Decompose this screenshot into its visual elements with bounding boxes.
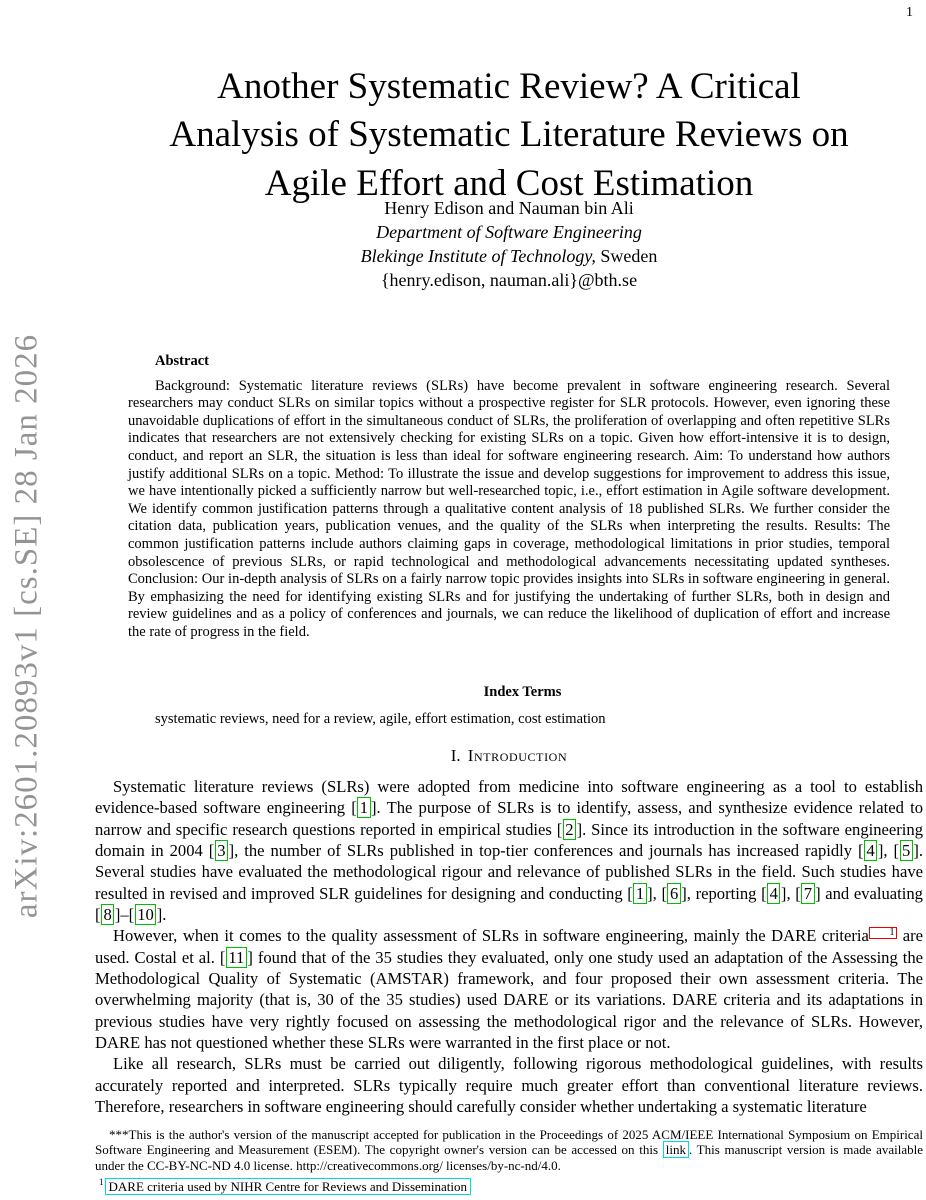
page-number: 1 — [906, 5, 913, 20]
introduction-paragraph-3: Like all research, SLRs must be carried out diligently, following rigorous methodological guidelines, with results accurately reported and interpreted. SLRs typically require much greater effort than conventional literature reviews. Therefore, researchers in software engineering should carefully consider whether undertaking a systematic literature — [95, 1054, 923, 1117]
footnote-link[interactable]: DARE criteria used by NIHR Centre for Reviews and Dissemination — [105, 1178, 472, 1195]
author-institution-line — [95, 244, 923, 268]
citation-link[interactable]: 4 — [864, 840, 877, 861]
author-names: Henry Edison and Nauman bin Ali — [384, 198, 634, 218]
text-run: However, when it comes to the quality assessment of SLRs in software engineering, mainly the DARE criteria — [113, 926, 869, 946]
paper-title-line-1: Another Systematic Review? A Critical — [217, 65, 801, 107]
paper-title — [95, 63, 923, 209]
arxiv-watermark: arXiv:2601.20893v1 [cs.SE] 28 Jan 2026 — [8, 333, 45, 919]
text-run: ], the number of SLRs published in top-tier conferences and journals has increased rapidly [ — [228, 841, 864, 861]
titlepage-footnotes — [95, 1127, 923, 1194]
abstract-text: Background: Systematic literature reviews (SLRs) have become prevalent in software engineering research. Several researchers may conduct SLRs on similar topics without a prospective register for SLR protocols. However, even ignoring these unavoidable duplications of effort in the simultaneous conduct of SLRs, the proliferation of overlapping and often repetitive SLRs indicates that researchers are not extensively checking for existing SLRs on a topic. Given how effort-intensive it is to design, conduct, and report an SLR, the situation is less than ideal for software engineering research. Aim: To understand how authors justify additional SLRs on a topic. Method: To illustrate the issue and develop suggestions for improvement to address this issue, we have intentionally picked a sufficiently narrow but well-researched topic, i.e., effort estimation in Agile software development. We identify common justification patterns through a qualitative content analysis of 18 published SLRs. We further consider the citation data, publication years, publication venues, and the quality of the SLRs when interpreting the results. Results: The common justification patterns include authors claiming gaps in coverage, methodological limitations in prior studies, temporal obsolescence of previous SLRs, or rapid technological and methodological advancements necessitating updated syntheses. Conclusion: Our in-depth analysis of SLRs on a fairly narrow topic provides insights into SLRs in software engineering in general. By emphasizing the need for identifying existing SLRs and for justifying the undertaking of further SLRs, both in design and review guidelines and as a policy of conferences and journals, we can reduce the likelihood of duplication of effort and increase the rate of progress in the field. — [128, 377, 890, 640]
introduction-paragraph-2 — [95, 925, 923, 1053]
footnote-ref-link[interactable]: 1 — [869, 927, 897, 939]
author-institution: Blekinge Institute of Technology, — [360, 246, 596, 266]
index-terms-section — [128, 675, 890, 728]
citation-link[interactable]: 2 — [563, 819, 576, 840]
abstract-heading: Abstract — [155, 353, 209, 369]
text-run: ] and evaluating [ — [95, 883, 923, 925]
citation-link[interactable]: 4 — [767, 883, 780, 904]
authors-block — [95, 196, 923, 292]
section-heading-introduction — [95, 746, 923, 766]
text-run: ]. Since its introduction in the software engineering domain in 2004 [ — [95, 819, 923, 861]
copyright-note — [95, 1127, 923, 1173]
citation-link[interactable]: 6 — [667, 883, 680, 904]
citation-link[interactable]: 1 — [633, 883, 646, 904]
text-run: ]. Several studies have evaluated the methodological rigour and relevance of published SLRs in the field. Such studies have resulted in revised and improved SLR guidelines for designing and conducting [ — [95, 841, 923, 903]
text-run: are used. Costal et al. [ — [95, 926, 924, 967]
text-run: ]. The purpose of SLRs is to identify, assess, and synthesize evidence related to narrow and specific research questions reported in empirical studies [ — [95, 798, 923, 839]
text-column — [95, 0, 923, 1200]
paper-title-line-2: Analysis of Systematic Literature Reviews on — [169, 114, 849, 156]
text-run: ]. — [156, 905, 167, 925]
text-run: ] found that of the 35 studies they evaluated, only one study used an adaptation of the Assessing the Methodological Quality of Systematic (AMSTAR) framework, and four proposed their own assessment criteria. The overwhelming majority (that is, 30 of the 35 studies) used DARE or its variations. DARE criteria and its adaptations in previous studies have very rightly focused on assessing the methodological rigor and the relevance of SLRs. However, DARE has not questioned whether these SLRs were warranted in the first place or not. — [95, 947, 923, 1053]
text-run: ], reporting [ — [681, 883, 767, 903]
citation-link[interactable]: 7 — [801, 883, 814, 904]
footnote-marker: 1 — [99, 1177, 104, 1188]
external-link[interactable]: link — [663, 1141, 689, 1158]
author-country: Sweden — [595, 246, 658, 266]
citation-link[interactable]: 3 — [215, 840, 228, 861]
text-run: Systematic literature reviews (SLRs) were adopted from medicine into software engineering as a tool to establish evidence-based software engineering [ — [95, 777, 923, 818]
citation-link[interactable]: 8 — [101, 904, 114, 925]
citation-link[interactable]: 1 — [357, 797, 370, 818]
text-run: ], [ — [647, 883, 667, 903]
index-terms-heading: Index Terms — [483, 684, 562, 700]
introduction-section — [95, 746, 923, 1118]
author-email: {henry.edison, nauman.ali}@bth.se — [380, 270, 638, 290]
section-title: Introduction — [467, 746, 568, 765]
paper-title-line-3: Agile Effort and Cost Estimation — [264, 162, 754, 204]
text-run: ], [ — [780, 883, 801, 903]
text-run: ***This is the author's version of the manuscript accepted for publication in the Proceedings of 2025 ACM/IEEE International Symposium on Empirical Software Engineering and Measurement (ESEM). The copyright owner's version can be accessed on this — [95, 1127, 923, 1158]
citation-link[interactable]: 11 — [226, 947, 247, 968]
text-run: ]–[ — [114, 905, 135, 925]
footnote-line — [99, 1175, 923, 1194]
abstract-section — [128, 346, 890, 642]
introduction-paragraph-1 — [95, 776, 923, 925]
author-department: Department of Software Engineering — [376, 222, 642, 242]
text-run: ], [ — [877, 841, 900, 861]
citation-link[interactable]: 10 — [135, 904, 157, 925]
citation-link[interactable]: 5 — [900, 840, 913, 861]
index-terms-text: systematic reviews, need for a review, agile, effort estimation, cost estimation — [155, 710, 606, 727]
text-run: . This manuscript version is made available under the CC-BY-NC-ND 4.0 license. http://creativecommons.org/ licenses/by-nc-nd/4.0. — [95, 1142, 923, 1173]
section-number: I. — [450, 746, 461, 765]
